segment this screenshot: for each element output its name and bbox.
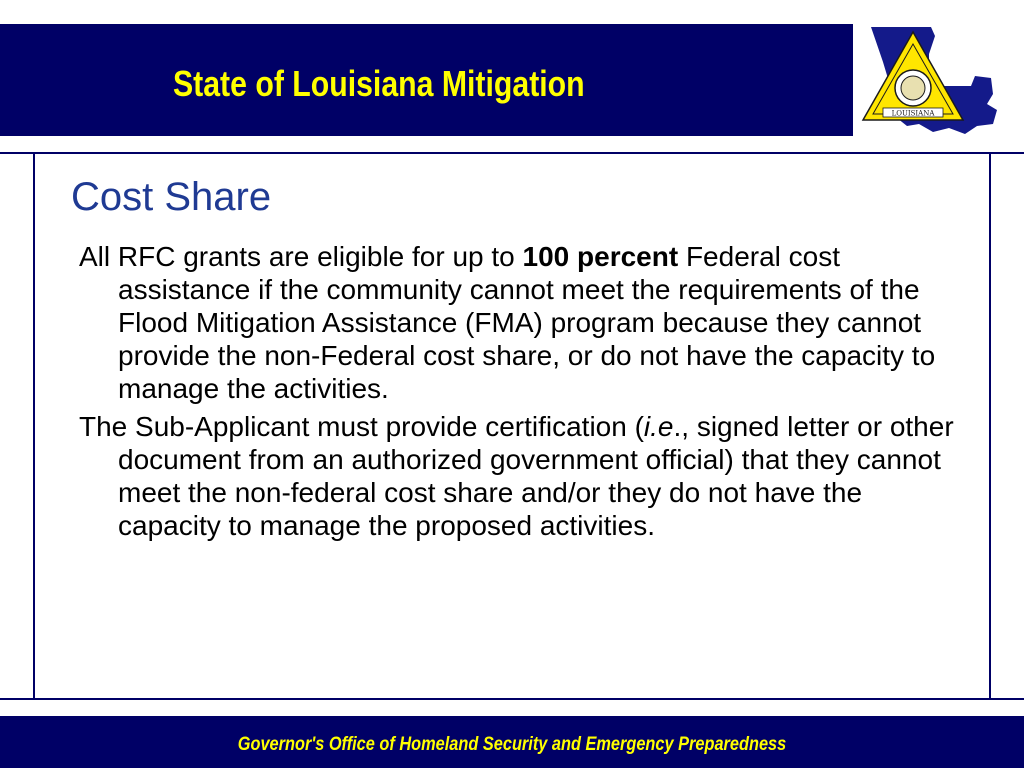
- top-rule: [0, 152, 1024, 154]
- para2-text-b: ., signed letter or other document from an authorized government official) that they cannot meet the non-federal cost share and/or they do not have the capacity to manage the proposed activities.: [118, 411, 954, 541]
- para1-bold: 100 percent: [522, 241, 679, 272]
- slide-title: Cost Share: [71, 175, 272, 219]
- right-rule: [989, 152, 991, 700]
- paragraph-rfc-eligibility: [79, 240, 959, 405]
- left-rule: [33, 152, 35, 700]
- para2-text-a: The Sub-Applicant must provide certification (: [79, 411, 644, 442]
- header-title: State of Louisiana Mitigation: [173, 63, 585, 104]
- bottom-rule: [0, 698, 1024, 700]
- para2-italic: i.e: [643, 411, 674, 442]
- louisiana-seal-icon: [853, 24, 1024, 136]
- para1-text-b: Federal cost assistance if the community cannot meet the requirements of the Flood Mitigation Assistance (FMA) program because they cannot provide the non-Federal cost share, or do not have the capacity to manage the activities.: [118, 241, 936, 404]
- footer-text: Governor's Office of Homeland Security and Emergency Preparedness: [237, 734, 787, 755]
- para1-text-a: All RFC grants are eligible for up to: [79, 241, 523, 272]
- seal-inner-circle: [901, 76, 925, 100]
- paragraph-certification: [79, 410, 959, 542]
- seal-banner-text: LOUISIANA: [891, 109, 935, 118]
- logo: [853, 24, 1024, 136]
- body-text: [79, 240, 959, 547]
